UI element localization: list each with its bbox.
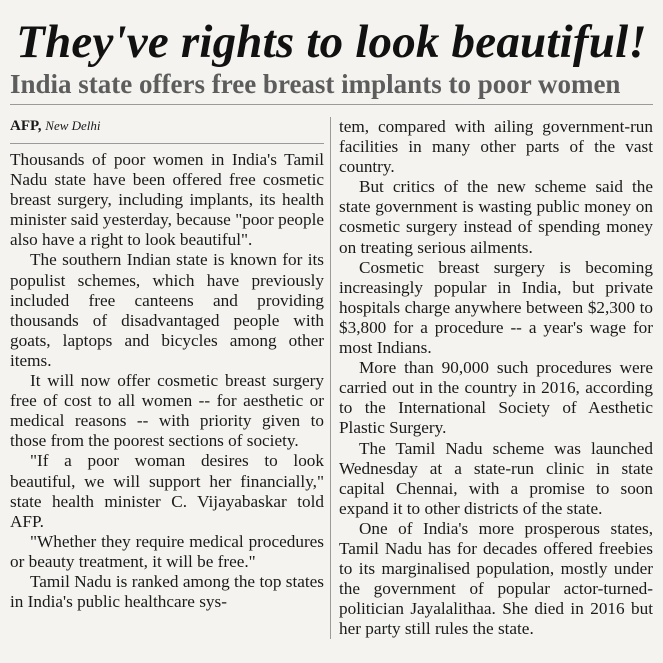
- byline-divider: [10, 143, 324, 144]
- subheadline: India state offers free breast implants to poor women: [10, 69, 621, 99]
- right-column: [330, 117, 653, 639]
- paragraph: The southern Indian state is known for its populist schemes, which have previously included free canteens and providing thousands of disadvantaged people with goats, laptops and bicycles among other items.: [10, 250, 324, 370]
- byline: [10, 117, 324, 135]
- left-column: [10, 117, 330, 639]
- paragraph: Thousands of poor women in India's Tamil Nadu state have been offered free cosmetic breast surgery, including implants, its health minister said yesterday, because "poor people also have a right to look beautiful".: [10, 150, 324, 250]
- paragraph: But critics of the new scheme said the state government is wasting public money on cosmetic surgery instead of spending money on treating serious ailments.: [339, 177, 653, 257]
- paragraph: tem, compared with ailing government-run facilities in many other parts of the vast country.: [339, 117, 653, 177]
- byline-city: New Delhi: [45, 118, 101, 133]
- paragraph: The Tamil Nadu scheme was launched Wednesday at a state-run clinic in state capital Chennai, with a promise to soon expand it to other districts of the state.: [339, 438, 653, 518]
- header-divider: [10, 104, 653, 105]
- paragraph: It will now offer cosmetic breast surgery free of cost to all women -- for aesthetic or medical reasons -- with priority given to those from the poorest sections of society.: [10, 371, 324, 451]
- paragraph: One of India's more prosperous states, Tamil Nadu has for decades offered freebies to its marginalised population, mostly under the government of popular actor-turned-politician Jayalalithaa. She died in 2016 but her party still rules the state.: [339, 518, 653, 639]
- paragraph: Tamil Nadu is ranked among the top states in India's public healthcare sys-: [10, 571, 324, 612]
- article-body: [10, 117, 653, 639]
- headline: They've rights to look beautiful!: [16, 16, 647, 68]
- paragraph: "If a poor woman desires to look beautiful, we will support her financially," state health minister C. Vijayabaskar told AFP.: [10, 451, 324, 531]
- paragraph: More than 90,000 such procedures were carried out in the country in 2016, according to the International Society of Aesthetic Plastic Surgery.: [339, 358, 653, 438]
- paragraph: Cosmetic breast surgery is becoming increasingly popular in India, but private hospitals charge anywhere between $2,300 to $3,800 for a procedure -- a year's wage for most Indians.: [339, 257, 653, 358]
- paragraph: "Whether they require medical procedures or beauty treatment, it will be free.": [10, 531, 324, 571]
- byline-agency: AFP,: [10, 118, 42, 134]
